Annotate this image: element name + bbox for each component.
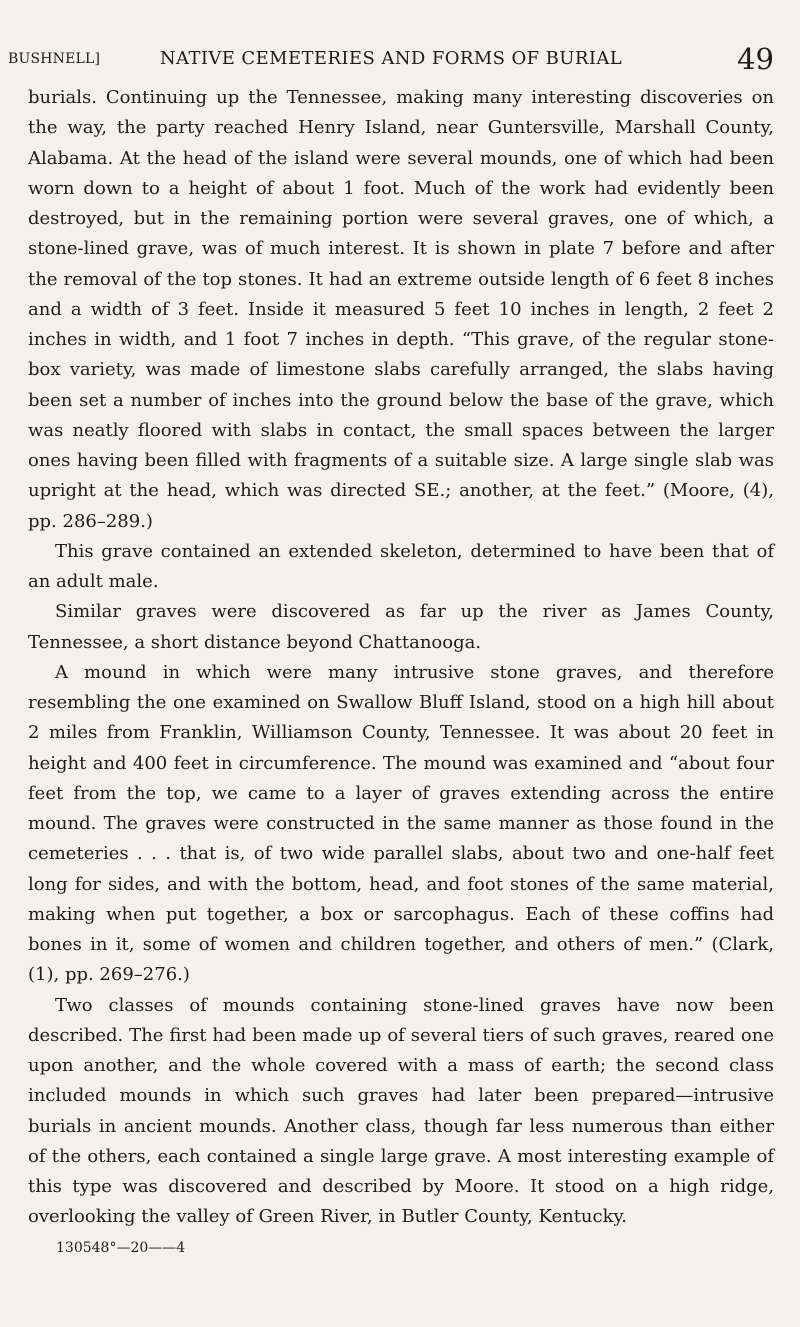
signature-mark: 130548°—20——4 — [56, 1239, 186, 1256]
paragraph: burials. Continuing up the Tennessee, making many interesting discoveries on the way, the party reached Henry Island, near Guntersville, Marshall County, Alabama. At the head of the island were several mounds, one of which had been worn down to a height of about 1 foot. Much of the work had evidently been destroyed, but in the remaining portion were several graves, one of which, a stone-lined grave, was of much interest. It is shown in plate 7 before and after the removal of the top stones. It had an extreme outside length of 6 feet 8 inches and a width of 3 feet. Inside it measured 5 feet 10 inches in length, 2 feet 2 inches in width, and 1 foot 7 inches in depth. “This grave, of the regular stone-box variety, was made of limestone slabs carefully arranged, the slabs having been set a number of inches into the ground below the base of the grave, which was neatly floored with slabs in contact, the small spaces between the larger ones having been filled with fragments of a suitable size. A large single slab was upright at the head, which was directed SE.; another, at the feet.” (Moore, (4), pp. 286–289.) — [28, 87, 774, 532]
paragraph: This grave contained an extended skeleton, determined to have been that of an adult male. — [28, 540, 774, 592]
page-number: 49 — [737, 42, 774, 76]
running-head-author: BUSHNELL] — [8, 51, 101, 67]
paragraph: A mound in which were many intrusive stone graves, and therefore resembling the one examined on Swallow Bluff Island, stood on a high hill about 2 miles from Franklin, Williamson County, Tennessee. It was about 20 feet in height and 400 feet in circumference. The mound was examined and “about four feet from the top, we came to a layer of graves extending across the entire mound. The graves were constructed in the same manner as those found in the cemeteries . . . that is, of two wide parallel slabs, about two and one-half feet long for sides, and with the bottom, head, and foot stones of the same material, making when put together, a box or sarcophagus. Each of these coffins had bones in it, some of women and children together, and others of men.” (Clark, (1), pp. 269–276.) — [28, 661, 774, 986]
running-head — [8, 44, 774, 74]
running-head-title: NATIVE CEMETERIES AND FORMS OF BURIAL — [159, 48, 623, 69]
paragraph: Similar graves were discovered as far up the river as James County, Tennessee, a short distance beyond Chattanooga. — [28, 601, 774, 653]
body-text — [28, 83, 774, 1263]
paragraph: Two classes of mounds containing stone-lined graves have now been described. The first had been made up of several tiers of such graves, reared one upon another, and the whole covered with a mass of earth; the second class included mounds in which such graves had later been prepared—intrusive burials in ancient mounds. Another class, though far less numerous than either of the others, each contained a single large grave. A most interesting example of this type was discovered and described by Moore. It stood on a high ridge, overlooking the valley of Green River, in Butler County, Kentucky. — [28, 994, 774, 1228]
